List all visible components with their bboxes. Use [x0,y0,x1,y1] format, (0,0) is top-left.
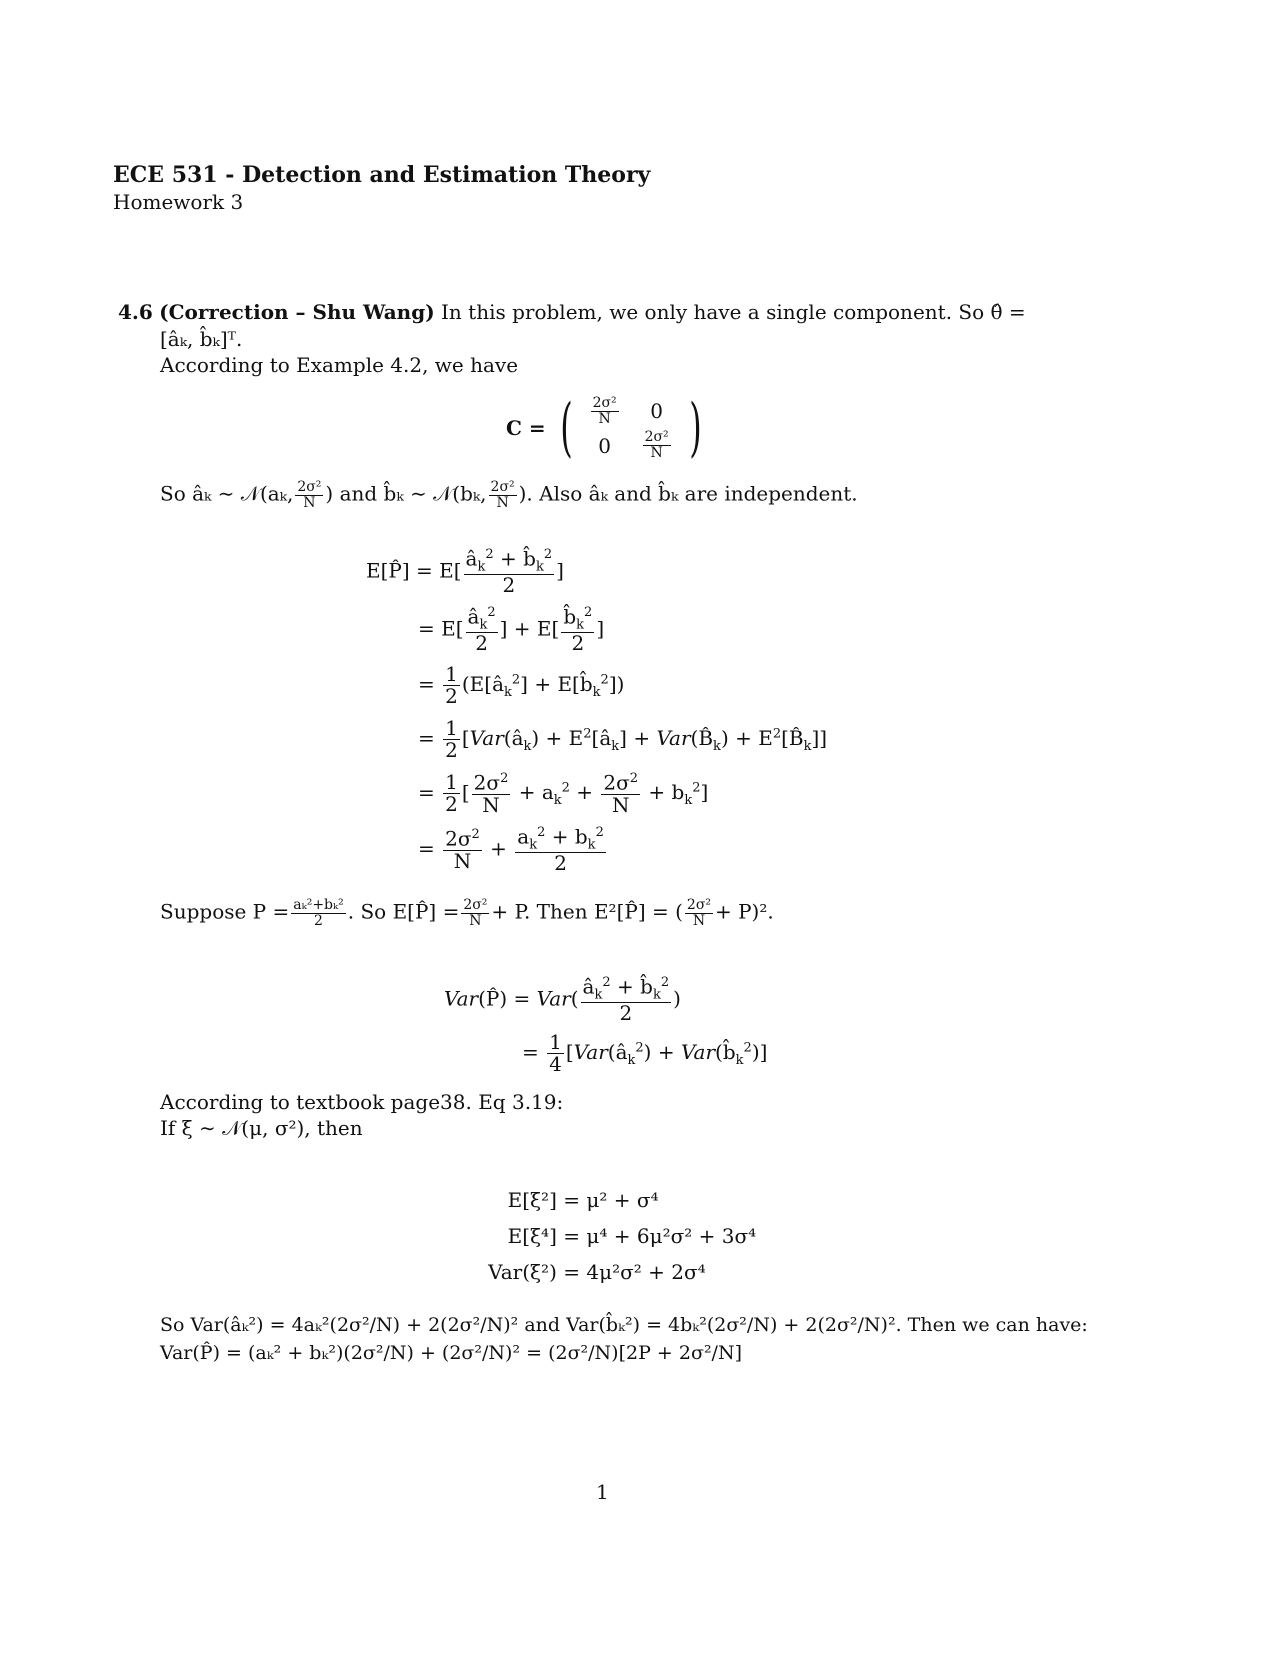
matrix-grid [579,396,683,461]
power-frac: $\frac{\text{aₖ²+bₖ²}}{2}$ [293,897,344,929]
conclusion-line-2: Var(P̂) = (aₖ² + bₖ²)(2σ²/N) + (2σ²/N)² = (2σ²/N)[2P + 2σ²/N] [160,1342,742,1364]
variance-line-2: = $\frac{1}{4}$ [$Var(â_k^2)$ + $Var(b̂_k^2)$] [522,1030,768,1076]
page-number: 1 [596,1480,609,1504]
document-title: ECE 531 - Detection and Estimation Theory [113,162,651,188]
left-paren: ( [559,391,573,466]
dist-text-a: So âₖ ∼ 𝒩(aₖ, [160,481,294,506]
textbook-line-2: If ξ ∼ 𝒩(μ, σ²), then [160,1116,363,1140]
suppose-line [160,898,774,928]
suppose-frac-1: $\frac{\text{2σ²}}{N}$ [463,897,488,929]
expectation-line-1: E[P̂] = E[ $\frac{â_k^2 + b̂_k^2}{2}$ ] [366,546,564,598]
expectation-line-6: = $\frac{2\sigma^2}{N}$ + $\frac{a_k^2 + b_k^2}{2}$ [418,824,604,876]
problem-intro-2: [âₖ, b̂ₖ]ᵀ. [160,327,243,351]
suppose-frac-2: $\frac{\text{2σ²}}{N}$ [686,897,711,929]
expectation-line-3: = $\frac{1}{2}$ ($E[â_k^2]$ + $E[b̂_k^2]$) [418,662,625,708]
problem-heading-line [118,300,1026,324]
matrix-entry-22: $\frac{\text{2σ²}}{N}$ [644,429,669,462]
moment-line-3: Var(ξ²) = 4μ²σ² + 2σ⁴ [488,1260,706,1284]
problem-number: 4.6 [118,300,153,324]
matrix-entry-12: 0 [650,399,663,424]
problem-intro-1: In this problem, we only have a single component. So θ̂ = [441,300,1026,324]
suppose-text-b: . So E[P̂] = [347,899,460,924]
expectation-line-4: = $\frac{1}{2}$ [$Var(â_k)$ + $E^2[â_k]$ + $Var(B̂_k)$ + $E^2[B̂_k]$] [418,716,828,762]
matrix-entry-11: $\frac{\text{2σ²}}{N}$ [592,395,617,427]
problem-correction-note: (Correction – Shu Wang) [159,300,435,324]
document-subtitle: Homework 3 [113,190,244,214]
expectation-line-2: = E[ $\frac{â_k^2}{2}$ ] + E[ $\frac{b̂_k^2}{2}$ ] [418,604,605,656]
dist-text-b: ) and b̂ₖ ∼ 𝒩(bₖ, [325,481,487,506]
problem-intro-3: According to Example 4.2, we have [160,353,519,377]
right-paren: ) [688,391,702,466]
suppose-text-a: Suppose P = [160,899,290,924]
variance-frac-b: $\frac{\text{2σ²}}{N}$ [490,479,515,511]
conclusion-line-1: So Var(âₖ²) = 4aₖ²(2σ²/N) + 2(2σ²/N)² and Var(b̂ₖ²) = 4bₖ²(2σ²/N) + 2(2σ²/N)². Then we can have: [160,1314,1088,1336]
distribution-line [160,480,858,510]
matrix-label: C = [506,416,546,441]
moment-line-1: E[ξ²] = μ² + σ⁴ [507,1188,659,1212]
textbook-line-1: According to textbook page38. Eq 3.19: [160,1090,564,1114]
variance-line-1: Var(P̂) = Var( $\frac{â_k^2 + b̂_k^2}{2}$ ) [444,974,681,1026]
matrix-entry-21: 0 [598,433,611,458]
covariance-matrix [506,391,708,466]
expectation-line-5: = $\frac{1}{2}$ [ $\frac{2\sigma^2}{N}$ + $a_k^2$ + $\frac{2\sigma^2}{N}$ + $b_k^2$] [418,770,709,817]
moment-line-2: E[ξ⁴] = μ⁴ + 6μ²σ² + 3σ⁴ [507,1224,757,1248]
variance-frac-a: $\frac{\text{2σ²}}{N}$ [297,479,322,511]
suppose-text-d: + P)². [714,899,774,924]
dist-text-c: ). Also âₖ and b̂ₖ are independent. [518,481,858,506]
suppose-text-c: + P. Then E²[P̂] = ( [491,899,683,924]
